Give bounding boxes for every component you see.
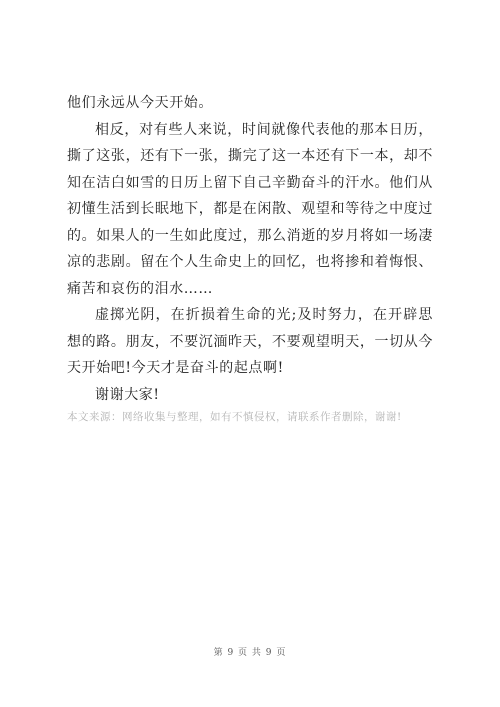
paragraph-1: 他们永远从今天开始。: [67, 95, 213, 111]
document-body: [67, 90, 433, 408]
page-footer: 第 9 页 共 9 页: [213, 648, 287, 658]
paragraph-2: 相反，对有些人来说，时间就像代表他的那本日历，撕了这张，还有下一张，撕完了这一本还有下一本，却不知在洁白如雪的日历上留下自己辛勤奋斗的汗水。他们从初懂生活到长眠地下，都是在闲散、观望和等待之中度过的。如果人的一生如此度过，那么消逝的岁月将如一场凄凉的悲剧。留在个人生命史上的回忆，也将掺和着悔恨、痛苦和哀伤的泪水……: [67, 121, 433, 297]
source-note: 本文来源：网络收集与整理，如有不慎侵权，请联系作者删除，谢谢!: [67, 411, 402, 423]
paragraph-3: 虚掷光阴，在折损着生命的光;及时努力，在开辟思想的路。朋友，不要沉湎昨天，不要观望明天，一切从今天开始吧!今天才是奋斗的起点啊!: [67, 307, 433, 376]
paragraph-4: 谢谢大家!: [95, 386, 160, 403]
